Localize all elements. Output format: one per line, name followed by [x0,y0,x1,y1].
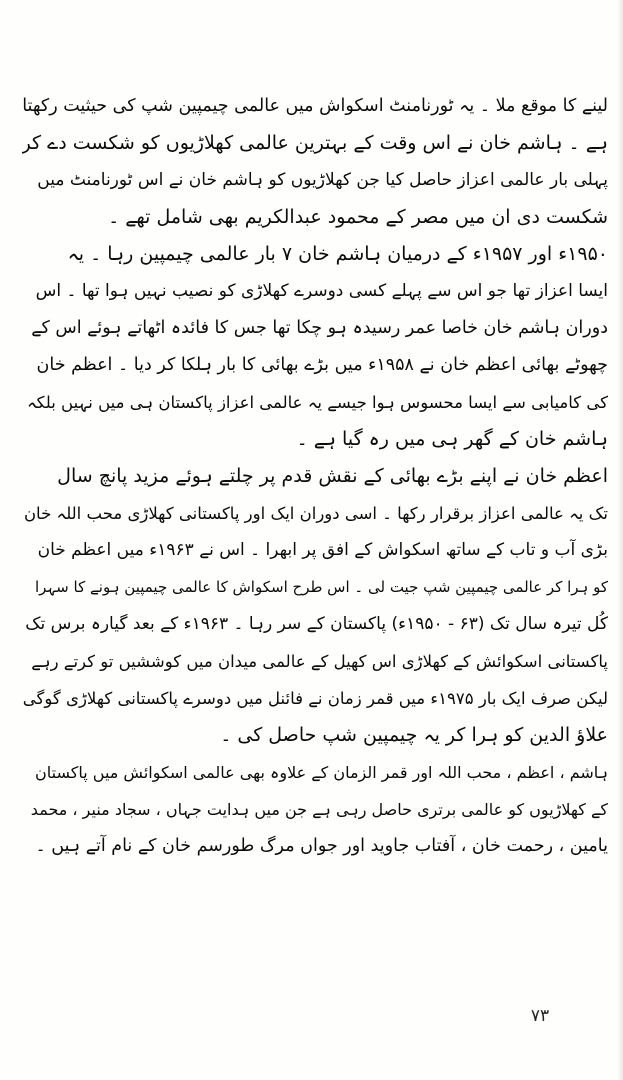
text-line: پہلی بار عالمی اعزاز حاصل کیا جن کھلاڑیوں کو ہاشم خان نے اس ٹورنامنٹ میں [37,170,608,190]
text-line: علاؤ الدین کو ہرا کر یہ چیمپین شپ حاصل کی ۔ [220,724,608,746]
text-line: شکست دی ان میں مصر کے محمود عبدالکریم بھی شامل تھے ۔ [108,206,608,228]
text-line: لیکن صرف ایک بار ۱۹۷۵ء میں قمر زمان نے فائنل میں دوسرے پاکستانی کھلاڑی گوگی [22,689,608,708]
text-line: ایسا اعزاز تھا جو اس سے پہلے کسی دوسرے کھلاڑی کو نصیب نہیں ہوا تھا ۔ اس [35,281,608,301]
text-line: کُل تیرہ سال تک (۶۳ - ۱۹۵۰ء) پاکستان کے سر رہا ۔ ۱۹۶۳ء کے بعد گیارہ برس تک [25,614,608,634]
text-line: ہاشم ، اعظم ، محب اللہ اور قمر الزمان کے علاوہ بھی عالمی اسکوائش میں پاکستان [35,763,608,782]
text-line: ہے ۔ ہاشم خان نے اس وقت کے بہترین عالمی کھلاڑیوں کو شکست دے کر [22,132,608,154]
text-line: ہاشم خان کے گھر ہی میں رہ گیا ہے ۔ [296,428,608,450]
body-text [22,88,608,865]
text-line: اعظم خان نے اپنے بڑے بھائی کے نقش قدم پر چلتے ہوئے مزید پانچ سال [57,465,608,487]
text-line: چھوٹے بھائی اعظم خان نے ۱۹۵۸ء میں بڑے بھائی کا بار ہلکا کر دیا ۔ اعظم خان [36,355,608,375]
text-line: بڑی آب و تاب کے ساتھ اسکواش کے افق پر ابھرا ۔ اس نے ۱۹۶۳ء میں اعظم خان [37,540,608,560]
paragraph-3 [22,458,608,754]
text-line: کو ہرا کر عالمی چیمپین شپ جیت لی ۔ اس طرح اسکواش کا عالمی چیمپین ہونے کا سہرا [34,578,608,596]
text-line: کی کامیابی سے ایسا محسوس ہوا جیسے یہ عالمی اعزاز پاکستان ہی میں نہیں بلکہ [26,393,608,412]
text-line: یامین ، رحمت خان ، آفتاب جاوید اور جواں مرگ طورسم خان کے نام آتے ہیں ۔ [35,836,608,856]
paragraph-1 [22,88,608,236]
page-number: ۷۳ [530,1006,550,1026]
text-line: کے کھلاڑیوں کو عالمی برتری حاصل رہی ہے جن میں ہدایت جہاں ، سجاد منیر ، محمد [30,800,608,819]
text-line: ۱۹۵۰ء اور ۱۹۵۷ء کے درمیان ہاشم خان ۷ بار عالمی چیمپین رہا ۔ یہ [67,243,608,265]
page-edge-shadow [617,0,623,1080]
paragraph-4 [22,754,608,865]
text-line: لینے کا موقع ملا ۔ یہ ٹورنامنٹ اسکواش میں عالمی چیمپین شپ کی حیثیت رکھتا [22,96,608,116]
text-line: دوران ہاشم خان خاصا عمر رسیدہ ہو چکا تھا جس کا فائدہ اٹھاتے ہوئے اس کے [31,318,608,338]
text-line: پاکستانی اسکوائش کے کھلاڑی اس کھیل کے عالمی میدان میں کوششیں تو کرتے رہے [31,652,608,671]
text-line: تک یہ عالمی اعزاز برقرار رکھا ۔ اسی دوران ایک اور پاکستانی کھلاڑی محب اللہ خان [23,504,608,523]
paragraph-2 [22,236,608,458]
